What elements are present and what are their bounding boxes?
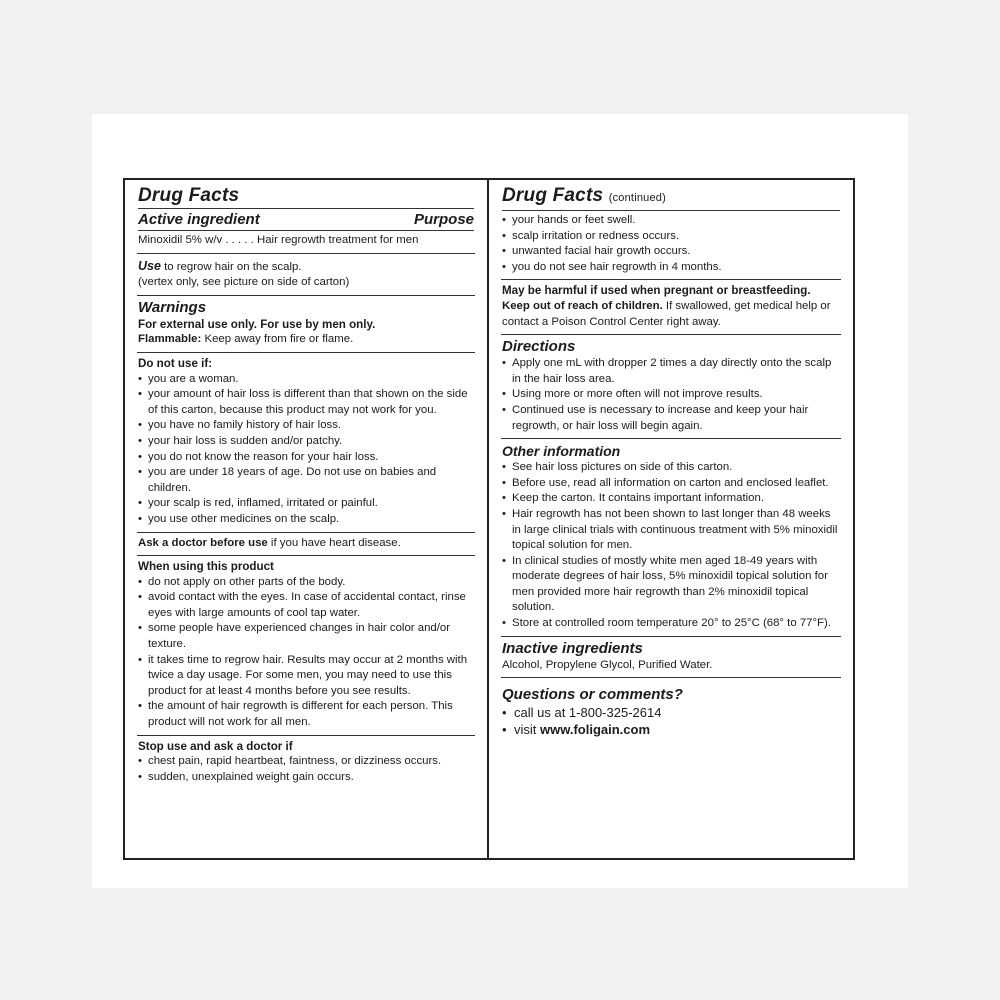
- use-text: to regrow hair on the scalp.: [160, 260, 302, 273]
- stop-use-list: [138, 754, 474, 785]
- list-item: • Store at controlled room temperature 20° to 25°C (68° to 77°F).: [502, 616, 840, 632]
- contact-list: [502, 704, 840, 738]
- phone-line: [502, 704, 840, 721]
- inactive-ingredients-heading: Inactive ingredients: [502, 639, 643, 657]
- list-item: • you use other medicines on the scalp.: [138, 512, 474, 528]
- continued-section: [501, 180, 841, 280]
- list-item: • your scalp is red, inflamed, irritated or painful.: [138, 496, 474, 512]
- pregnancy-children-section: [501, 280, 841, 335]
- drug-facts-continued-title: [502, 185, 840, 211]
- pregnancy-warning: May be harmful if used when pregnant or breastfeeding.: [502, 284, 811, 298]
- list-item: • chest pain, rapid heartbeat, faintness, or dizziness occurs.: [138, 754, 474, 770]
- list-item: • Using more or more often will not improve results.: [502, 387, 840, 403]
- list-item: • In clinical studies of mostly white men aged 18-49 years with moderate degrees of hair loss, 5% minoxidil topical solution for men provided more hair regrowth than 2% minoxidil topical solution.: [502, 554, 840, 616]
- continued-list: [502, 213, 840, 275]
- drug-facts-title-right: Drug Facts: [502, 185, 604, 206]
- flammable-label: Flammable:: [138, 333, 202, 346]
- list-item: • Keep the carton. It contains important information.: [502, 491, 840, 507]
- ask-doctor-section: [137, 533, 475, 557]
- external-use-warning: For external use only. For use by men only.: [138, 317, 376, 331]
- warnings-section: [137, 296, 475, 353]
- questions-section: [501, 678, 841, 742]
- when-using-list: [138, 575, 474, 731]
- active-ingredient-line: Minoxidil 5% w/v . . . . . Hair regrowth treatment for men: [138, 234, 419, 246]
- do-not-use-section: [137, 353, 475, 533]
- continued-label: (continued): [608, 192, 666, 204]
- list-item: • your amount of hair loss is different than that shown on the side of this carton, because this product may not work for you.: [138, 387, 474, 418]
- list-item: • your hands or feet swell.: [502, 213, 840, 229]
- stop-use-section: [137, 736, 475, 790]
- use-line: [138, 257, 474, 276]
- list-item: • your hair loss is sudden and/or patchy.: [138, 434, 474, 450]
- purpose-heading: Purpose: [413, 211, 474, 228]
- drug-facts-left-column: [125, 180, 489, 858]
- flammable-warning: [138, 332, 474, 348]
- directions-section: [501, 335, 841, 439]
- questions-heading: Questions or comments?: [502, 686, 683, 704]
- list-item: • you do not see hair regrowth in 4 months.: [502, 260, 840, 276]
- list-item: • sudden, unexplained weight gain occurs.: [138, 770, 474, 786]
- flammable-text: Keep away from fire or flame.: [201, 333, 354, 346]
- list-item: • Apply one mL with dropper 2 times a day directly onto the scalp in the hair loss area.: [502, 356, 840, 387]
- do-not-use-heading: Do not use if:: [138, 356, 213, 370]
- list-item: • you do not know the reason for your hair loss.: [138, 450, 474, 466]
- other-information-list: [502, 460, 840, 632]
- other-information-heading: Other information: [502, 443, 621, 460]
- drug-facts-panel: [123, 178, 855, 860]
- use-note: (vertex only, see picture on side of carton): [138, 276, 350, 289]
- children-text: If swallowed, get medical help or contact a Poison Control Center right away.: [502, 299, 831, 328]
- use-label: Use: [138, 258, 161, 273]
- list-item: • it takes time to regrow hair. Results may occur at 2 months with twice a day usage. For some men, you may need to use this product for at least 4 months before you see results.: [138, 653, 474, 700]
- children-warning: [502, 299, 840, 330]
- ask-doctor-line: [138, 536, 474, 552]
- ask-doctor-text: if you have heart disease.: [267, 536, 401, 549]
- do-not-use-list: [138, 372, 474, 528]
- list-item: • some people have experienced changes in hair color and/or texture.: [138, 621, 474, 652]
- stop-use-heading: Stop use and ask a doctor if: [138, 739, 293, 753]
- list-item: • you are a woman.: [138, 372, 474, 388]
- active-ingredient-header: [138, 211, 474, 231]
- other-information-section: [501, 439, 841, 637]
- visit-prefix: visit: [514, 722, 540, 738]
- list-item: • unwanted facial hair growth occurs.: [502, 244, 840, 260]
- drug-facts-title: Drug Facts: [138, 185, 474, 209]
- list-item: • scalp irritation or redness occurs.: [502, 229, 840, 245]
- when-using-heading: When using this product: [138, 560, 274, 574]
- list-item: • Before use, read all information on carton and enclosed leaflet.: [502, 476, 840, 492]
- warnings-heading: Warnings: [138, 298, 207, 316]
- list-item: • See hair loss pictures on side of this carton.: [502, 460, 840, 476]
- website-link[interactable]: www.foligain.com: [540, 722, 651, 738]
- active-ingredient-heading: Active ingredient: [138, 211, 260, 228]
- list-item: • you have no family history of hair loss.: [138, 418, 474, 434]
- call-prefix: call us at: [514, 705, 569, 721]
- list-item: • the amount of hair regrowth is different for each person. This product will not work for all men.: [138, 699, 474, 730]
- website-line: [502, 721, 840, 738]
- ask-doctor-label: Ask a doctor before use: [138, 536, 268, 549]
- inactive-ingredients-text: Alcohol, Propylene Glycol, Purified Water.: [502, 658, 713, 671]
- phone-number[interactable]: 1-800-325-2614: [568, 705, 662, 721]
- list-item: • Continued use is necessary to increase and keep your hair regrowth, or hair loss will begin again.: [502, 403, 840, 434]
- use-section: [137, 254, 475, 296]
- list-item: • you are under 18 years of age. Do not use on babies and children.: [138, 465, 474, 496]
- drug-facts-right-column: [489, 180, 853, 858]
- list-item: • avoid contact with the eyes. In case of accidental contact, rinse eyes with large amounts of cool tap water.: [138, 590, 474, 621]
- list-item: • Hair regrowth has not been shown to last longer than 48 weeks in large clinical trials with continuous treatment with 5% minoxidil topical solution for men.: [502, 507, 840, 554]
- directions-heading: Directions: [502, 338, 576, 356]
- list-item: • do not apply on other parts of the body.: [138, 575, 474, 591]
- children-label: Keep out of reach of children.: [502, 299, 663, 312]
- when-using-section: [137, 556, 475, 736]
- active-ingredient-section: [137, 180, 475, 254]
- inactive-ingredients-section: [501, 637, 841, 679]
- directions-list: [502, 356, 840, 434]
